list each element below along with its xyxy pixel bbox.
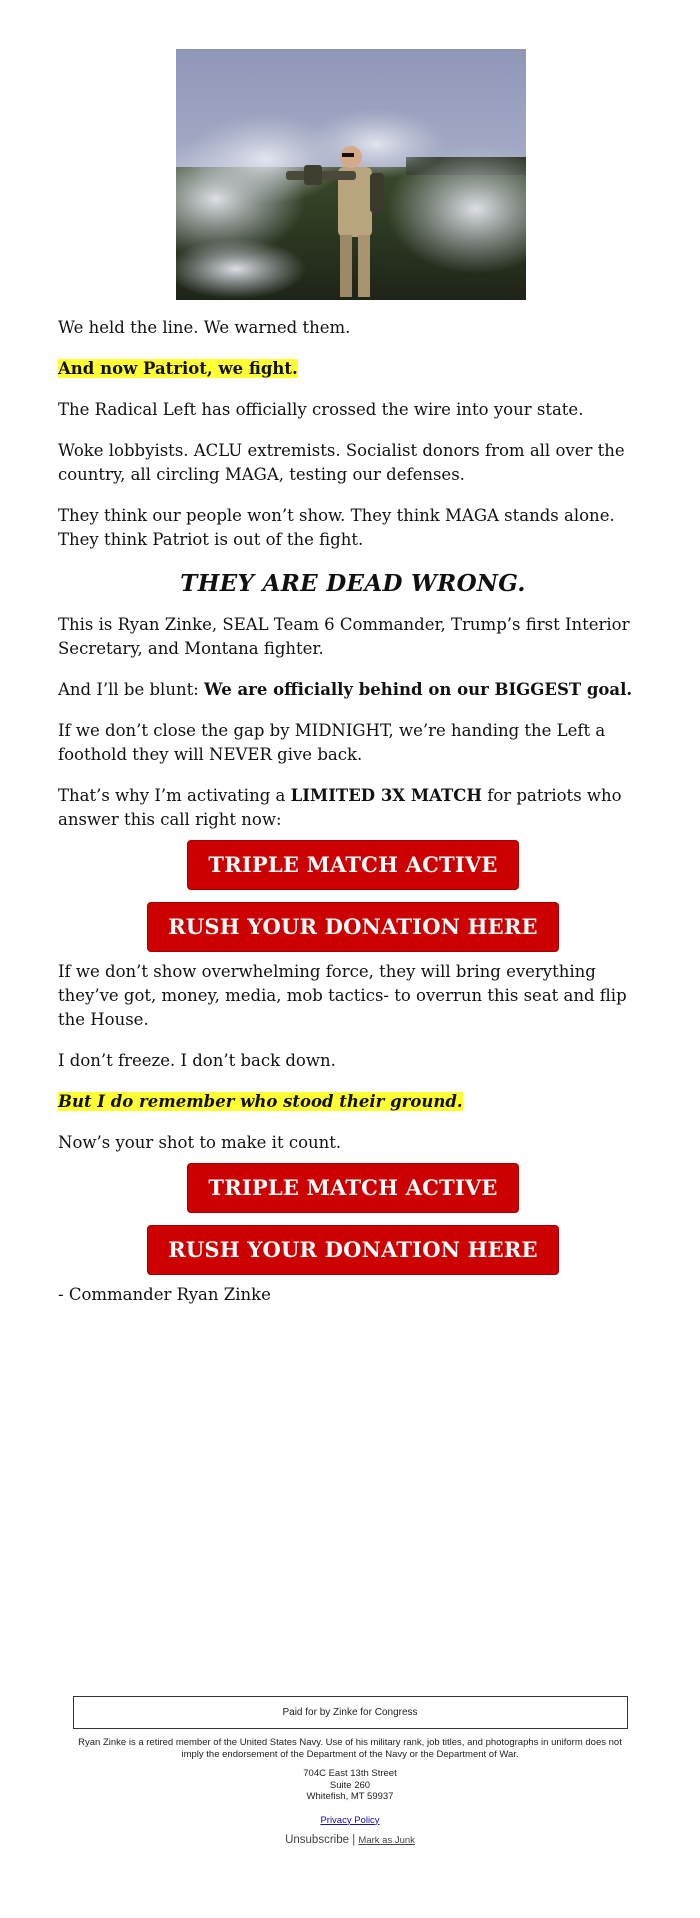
triple-match-button[interactable]: TRIPLE MATCH ACTIVE: [187, 1163, 518, 1213]
signature: - Commander Ryan Zinke: [58, 1285, 271, 1304]
donate-button[interactable]: RUSH YOUR DONATION HERE: [147, 1225, 558, 1275]
separator: |: [352, 1833, 356, 1846]
paid-for-box: Paid for by Zinke for Congress: [73, 1696, 628, 1729]
call-to-fight: [58, 357, 648, 381]
privacy-row: [0, 1815, 700, 1826]
highlighted-text: And now Patriot, we fight.: [58, 359, 298, 378]
body-paragraph: [58, 784, 648, 832]
intro-line: We held the line. We warned them.: [58, 318, 351, 337]
body-paragraph: I don’t freeze. I don’t back down.: [58, 1051, 336, 1070]
body-paragraph: The Radical Left has officially crossed the wire into your state.: [58, 400, 584, 419]
headline: THEY ARE DEAD WRONG.: [180, 570, 526, 597]
body-paragraph: [58, 678, 648, 702]
bold-text: LIMITED 3X MATCH: [290, 786, 483, 805]
body-paragraph: If we don’t close the gap by MIDNIGHT, we’re handing the Left a foothold they will NEVER give back.: [58, 721, 606, 764]
triple-match-button[interactable]: TRIPLE MATCH ACTIVE: [187, 840, 518, 890]
email-body: [58, 316, 648, 1324]
address-line: 704C East 13th Street: [303, 1768, 397, 1779]
button-row: [58, 840, 648, 890]
address-line: Whitefish, MT 59937: [306, 1791, 394, 1802]
body-paragraph: Now’s your shot to make it count.: [58, 1133, 342, 1152]
text-span: And I’ll be blunt:: [58, 680, 205, 699]
bold-text: We are officially behind on our BIGGEST goal.: [204, 680, 633, 699]
body-paragraph: [58, 1090, 648, 1114]
button-row: [58, 902, 648, 952]
button-row: [58, 1225, 648, 1275]
unsubscribe-row: [0, 1834, 700, 1846]
unsubscribe-link[interactable]: Unsubscribe: [285, 1833, 349, 1846]
disclaimer: Ryan Zinke is a retired member of the United States Navy. Use of his military rank, job titles, and photographs in uniform does not imply the endorsement of the Department of the Navy or the Department of War.: [78, 1737, 622, 1760]
text-span: for patriots who answer this call right now:: [58, 786, 622, 829]
highlighted-text: But I do remember who stood their ground.: [58, 1092, 463, 1111]
mailing-address: [0, 1768, 700, 1803]
email-footer: [0, 1696, 700, 1846]
hero-photo: [176, 49, 526, 300]
privacy-policy-link[interactable]: Privacy Policy: [320, 1814, 380, 1826]
mark-as-junk-link[interactable]: Mark as Junk: [358, 1834, 415, 1846]
body-paragraph: This is Ryan Zinke, SEAL Team 6 Commander, Trump’s first Interior Secretary, and Montana fighter.: [58, 615, 630, 658]
button-row: [58, 1163, 648, 1213]
body-paragraph: They think our people won’t show. They think MAGA stands alone. They think Patriot is out of the fight.: [58, 506, 615, 549]
donate-button[interactable]: RUSH YOUR DONATION HERE: [147, 902, 558, 952]
body-paragraph: If we don’t show overwhelming force, they will bring everything they’ve got, money, media, mob tactics- to overrun this seat and flip the House.: [58, 962, 627, 1029]
address-line: Suite 260: [329, 1779, 371, 1791]
text-span: That’s why I’m activating a: [58, 786, 291, 805]
body-paragraph: Woke lobbyists. ACLU extremists. Socialist donors from all over the country, all circling MAGA, testing our defenses.: [58, 441, 625, 484]
